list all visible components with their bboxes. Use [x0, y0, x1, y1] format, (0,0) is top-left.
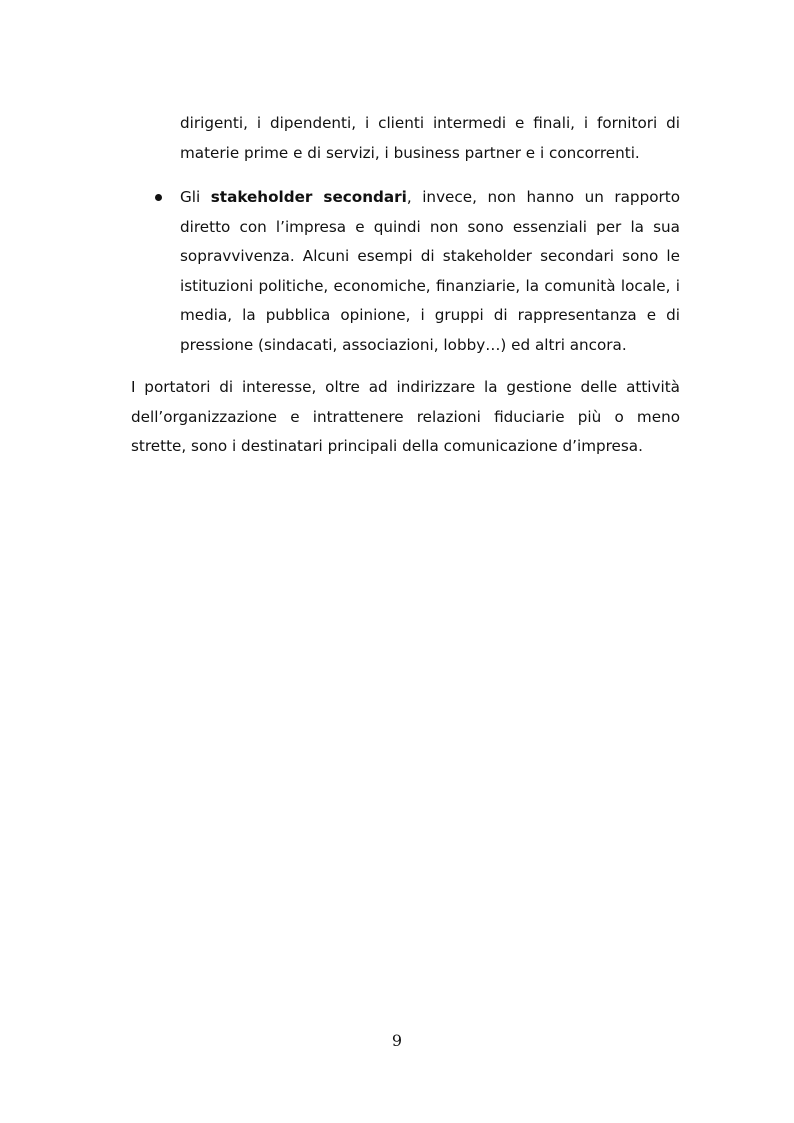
list-item-lead: Gli	[180, 188, 211, 206]
page-number: 9	[391, 1031, 403, 1050]
bullet-icon	[155, 194, 162, 201]
body-paragraph: I portatori di interesse, oltre ad indirizzare la gestione delle attività dell’organizzazione e intrattenere relazioni fiduciarie più o meno strette, sono i destinatari principali della comunicazione d’impresa.	[131, 378, 680, 455]
bold-term: stakeholder secondari	[210, 188, 407, 206]
list-item-continuation-text: dirigenti, i dipendenti, i clienti intermedi e finali, i fornitori di materie prime e di servizi, i business partner e i concorrenti.	[180, 114, 680, 162]
list-item-text: , invece, non hanno un rapporto diretto con l’impresa e quindi non sono essenziali per la sua sopravvivenza. Alcuni esempi di stakeholder secondari sono le istituzioni politiche, economiche, finanziarie, la comunità locale, i media, la pubblica opinione, i gruppi di rappresentanza e di pressione (sindacati, associazioni, lobby…) ed altri ancora.	[180, 188, 680, 354]
list-item-stakeholder-secondari	[180, 183, 680, 360]
